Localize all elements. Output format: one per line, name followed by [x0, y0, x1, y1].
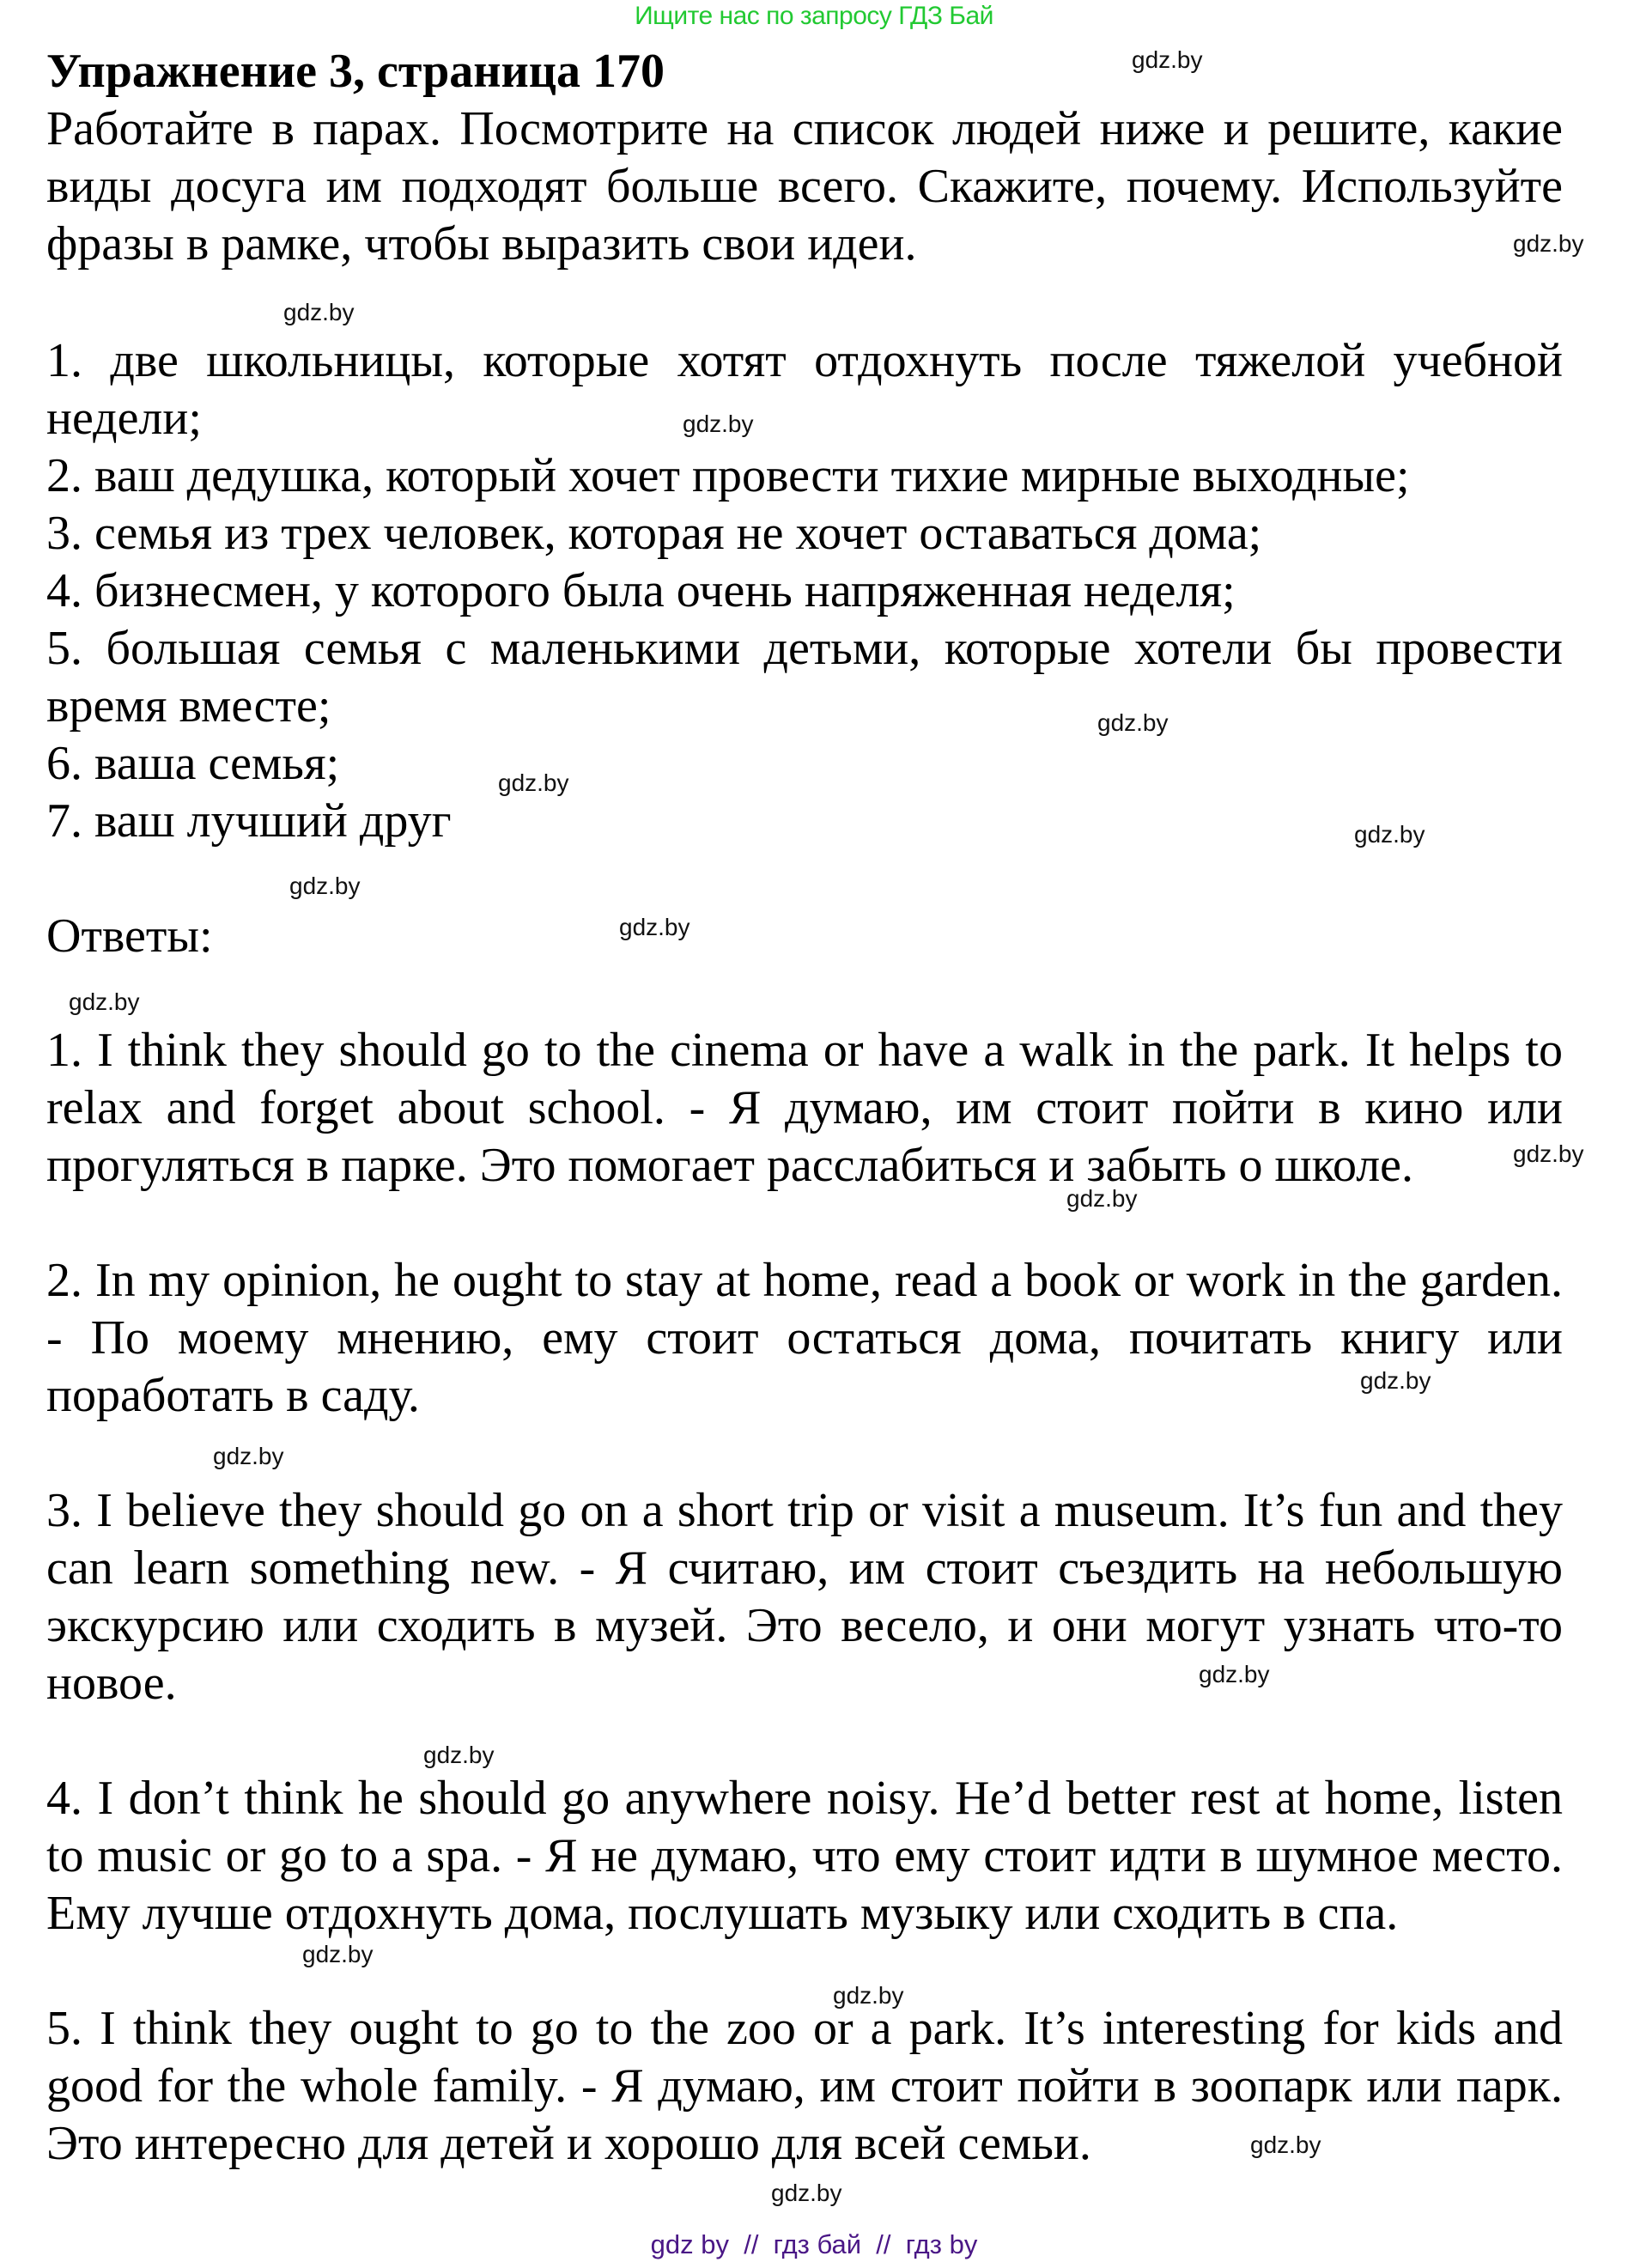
- answer-line: good for the whole family. - Я думаю, им стоит пойти в зоопарк или парк.: [46, 2059, 1563, 2113]
- instruction-line: фразы в рамке, чтобы выразить свои идеи.: [46, 217, 917, 271]
- watermark: gdz.by: [1513, 1140, 1584, 1167]
- answer-5: [46, 2000, 1563, 2173]
- watermark: gdz.by: [213, 1443, 284, 1469]
- title-line: Упражнение 3, страница 170: [46, 45, 665, 98]
- answer-line: 4. I don’t think he should go anywhere noisy. He’d better rest at home, listen: [46, 1772, 1563, 1825]
- watermark: gdz.by: [683, 410, 754, 437]
- list-item: 6. ваша семья;: [46, 737, 340, 790]
- watermark: gdz.by: [498, 769, 569, 796]
- exercise-instructions: [46, 100, 1563, 273]
- watermark: gdz.by: [1513, 230, 1584, 257]
- answer-line: экскурсию или сходить в музей. Это весело, и они могут узнать что-то: [46, 1599, 1563, 1652]
- footer-site-links: gdz by // гдз бай // гдз by: [650, 2229, 978, 2259]
- list-item-continuation: недели;: [46, 392, 202, 445]
- list-item: 2. ваш дедушка, который хочет провести тихие мирные выходные;: [46, 449, 1410, 502]
- watermark: gdz.by: [1097, 709, 1169, 736]
- watermark: gdz.by: [771, 2180, 842, 2206]
- watermark: gdz.by: [69, 988, 140, 1015]
- answer-3: [46, 1482, 1563, 1712]
- answer-line: 1. I think they should go to the cinema or have a walk in the park. It helps to: [46, 1024, 1563, 1077]
- answer-line: relax and forget about school. - Я думаю, им стоит пойти в кино или: [46, 1081, 1563, 1134]
- answer-line: поработать в саду.: [46, 1369, 420, 1422]
- watermark: gdz.by: [1132, 46, 1203, 73]
- answers-heading: [46, 908, 1563, 965]
- answers-label: Ответы:: [46, 909, 213, 963]
- list-item: 7. ваш лучший друг: [46, 794, 452, 848]
- watermark: gdz.by: [283, 299, 355, 325]
- watermark: gdz.by: [833, 1982, 904, 2009]
- answer-line: 3. I believe they should go on a short trip or visit a museum. It’s fun and they: [46, 1484, 1563, 1537]
- list-item: 5. большая семья с маленькими детьми, которые хотели бы провести: [46, 622, 1563, 675]
- watermark: gdz.by: [302, 1941, 374, 1967]
- instruction-line: виды досуга им подходят больше всего. Скажите, почему. Используйте: [46, 160, 1563, 213]
- watermark: gdz.by: [423, 1742, 495, 1768]
- search-hint-banner: Ищите нас по запросу ГДЗ Бай: [635, 2, 993, 30]
- watermark: gdz.by: [1250, 2131, 1321, 2158]
- watermark: gdz.by: [619, 914, 690, 940]
- list-item: 4. бизнесмен, у которого была очень напряженная неделя;: [46, 564, 1236, 617]
- watermark: gdz.by: [1354, 821, 1425, 848]
- answer-4: [46, 1770, 1563, 1943]
- answer-line: новое.: [46, 1657, 177, 1710]
- list-item: 3. семья из трех человек, которая не хочет оставаться дома;: [46, 507, 1262, 560]
- answer-line: Ему лучше отдохнуть дома, послушать музыку или сходить в спа.: [46, 1887, 1399, 1940]
- answer-line: 5. I think they ought to go to the zoo or a park. It’s interesting for kids and: [46, 2002, 1563, 2055]
- answer-line: Это интересно для детей и хорошо для всей семьи.: [46, 2117, 1091, 2170]
- answer-line: to music or go to a spa. - Я не думаю, что ему стоит идти в шумное место.: [46, 1829, 1563, 1882]
- watermark: gdz.by: [289, 873, 361, 899]
- instruction-line: Работайте в парах. Посмотрите на список людей ниже и решите, какие: [46, 102, 1563, 155]
- people-list: [46, 332, 1563, 850]
- list-item-continuation: время вместе;: [46, 679, 331, 733]
- watermark: gdz.by: [1360, 1367, 1431, 1394]
- answer-1: [46, 1022, 1563, 1195]
- answer-2: [46, 1252, 1563, 1425]
- answer-line: - По моему мнению, ему стоит остаться дома, почитать книгу или: [46, 1311, 1563, 1365]
- page-title: [46, 43, 1563, 100]
- watermark: gdz.by: [1066, 1185, 1138, 1212]
- watermark: gdz.by: [1199, 1661, 1270, 1687]
- answer-line: прогуляться в парке. Это помогает расслабиться и забыть о школе.: [46, 1139, 1414, 1192]
- list-item: 1. две школьницы, которые хотят отдохнуть после тяжелой учебной: [46, 334, 1563, 387]
- answer-line: 2. In my opinion, he ought to stay at home, read a book or work in the garden.: [46, 1254, 1563, 1307]
- answer-line: can learn something new. - Я считаю, им стоит съездить на небольшую: [46, 1541, 1563, 1595]
